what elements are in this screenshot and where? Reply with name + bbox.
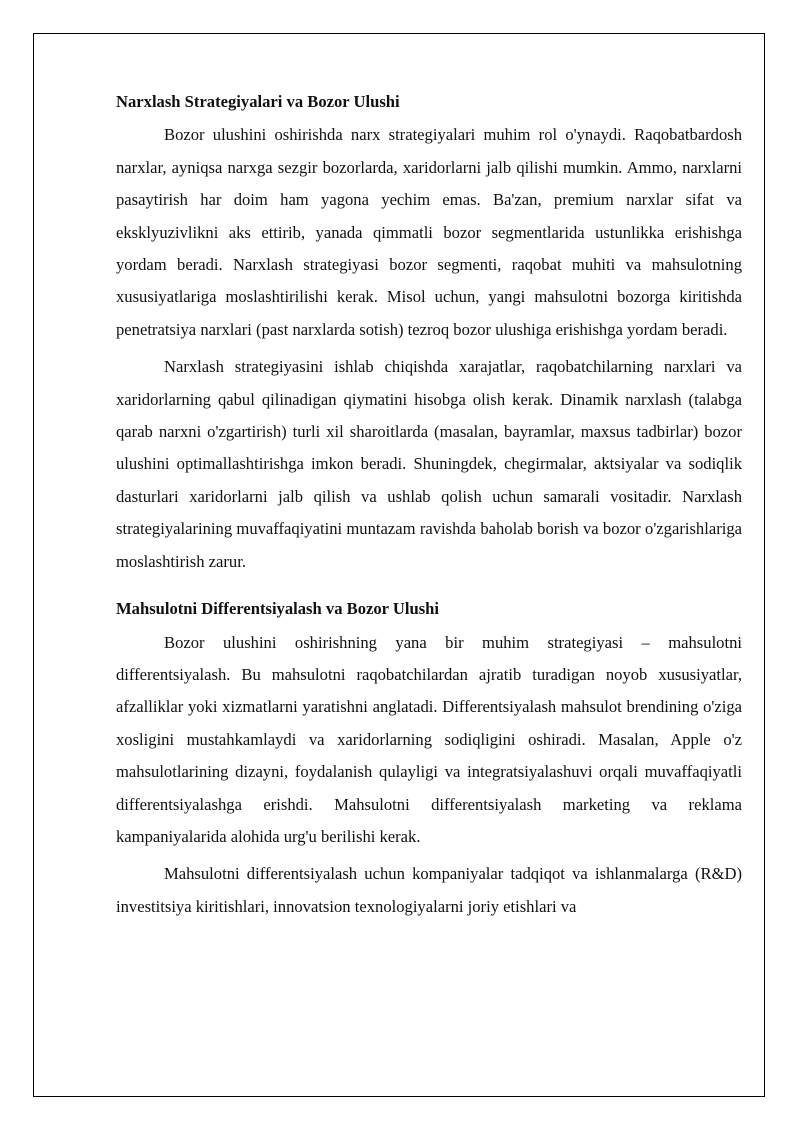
section-heading: Narxlash Strategiyalari va Bozor Ulushi xyxy=(116,92,400,111)
paragraph: Bozor ulushini oshirishda narx strategiyalari muhim rol o'ynaydi. Raqobatbardosh narxlar, ayniqsa narxga sezgir bozorlarda, xaridorlarni jalb qilishi mumkin. Ammo, narxlarni pasaytirish har doim ham yagona yechim emas. Ba'zan, premium narxlar sifat va eksklyuzivlikni aks ettirib, yanada qimmatli bozor segmentlarida ustunlikka erishishga yordam beradi. Narxlash strategiyasi bozor segmenti, raqobat muhiti va mahsulotning xususiyatlariga moslashtirilishi kerak. Misol uchun, yangi mahsulotni bozorga kiritishda penetratsiya narxlari (past narxlarda sotish) tezroq bozor ulushiga erishishga yordam beradi. xyxy=(116,125,742,339)
paragraph: Bozor ulushini oshirishning yana bir muhim strategiyasi – mahsulotni differentsiyalash. Bu mahsulotni raqobatchilardan ajratib turadigan noyob xususiyatlar, afzalliklar yoki xizmatlarni yaratishni anglatadi. Differentsiyalash mahsulot brendining o'ziga xosligini mustahkamlaydi va xaridorlarning sodiqligini oshiradi. Masalan, Apple o'z mahsulotlarining dizayni, foydalanish qulayligi va integratsiyalashuvi orqali muvaffaqiyatli differentsiyalashga erishdi. Mahsulotni differentsiyalash marketing va reklama kampaniyalarida alohida urg'u berilishi kerak. xyxy=(116,632,742,846)
document-body xyxy=(116,86,742,928)
paragraph: Mahsulotni differentsiyalash uchun kompaniyalar tadqiqot va ishlanmalarga (R&D) investitsiya kiritishlari, innovatsion texnologiyalarni joriy etishlari va xyxy=(116,864,742,916)
paragraph: Narxlash strategiyasini ishlab chiqishda xarajatlar, raqobatchilarning narxlari va xaridorlarning qabul qilinadigan qiymatini hisobga olish kerak. Dinamik narxlash (talabga qarab narxni o'zgartirish) turli xil sharoitlarda (masalan, bayramlar, maxsus tadbirlar) bozor ulushini optimallashtirishga imkon beradi. Shuningdek, chegirmalar, aktsiyalar va sodiqlik dasturlari xaridorlarni jalb qilish va ushlab qolish uchun samarali vositadir. Narxlash strategiyalarining muvaffaqiyatini muntazam ravishda baholab borish va bozor o'zgarishlariga moslashtirish zarur. xyxy=(116,357,742,571)
section-differentiation xyxy=(116,593,742,923)
section-heading: Mahsulotni Differentsiyalash va Bozor Ulushi xyxy=(116,599,439,619)
section-pricing xyxy=(116,86,742,578)
